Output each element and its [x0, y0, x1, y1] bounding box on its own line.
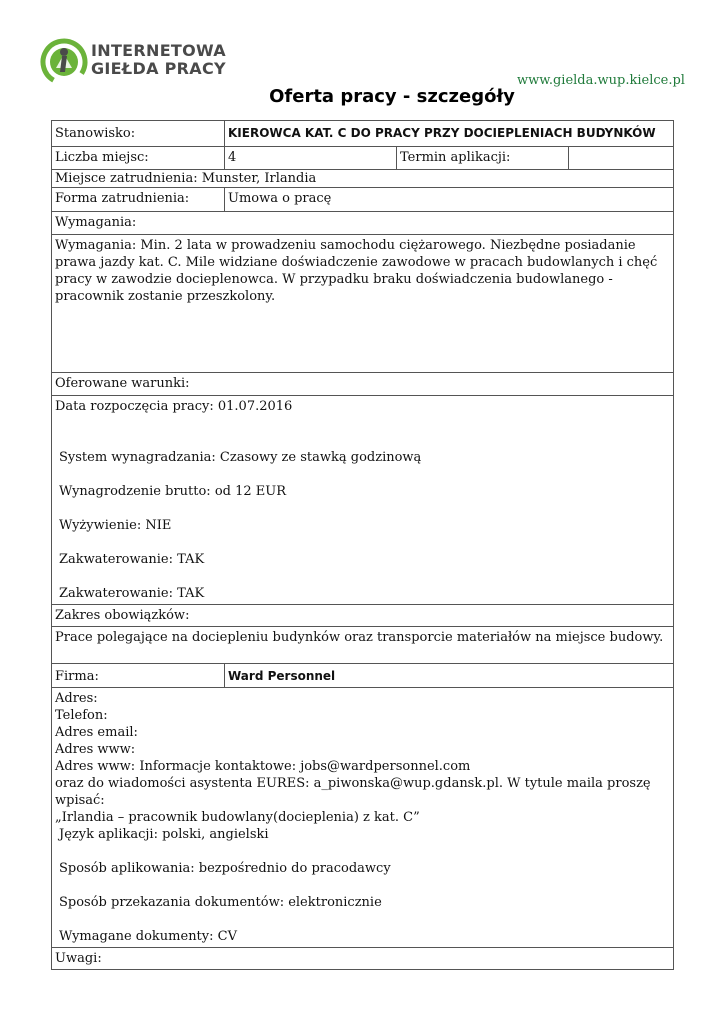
table-row — [52, 396, 674, 605]
employment-value: Umowa o pracę — [225, 188, 674, 212]
docs-required: Wymagane dokumenty: CV — [59, 929, 237, 944]
apply-method: Sposób aplikowania: bezpośrednio do pracodawcy — [59, 861, 391, 876]
contact-www: Adres www: — [55, 742, 136, 757]
start-date: Data rozpoczęcia pracy: 01.07.2016 — [55, 399, 293, 414]
offer-table — [51, 120, 674, 970]
duties-text: Prace polegające na dociepleniu budynków oraz transporcie materiałów na miejsce budowy. — [52, 627, 674, 664]
logo-icon — [40, 38, 88, 86]
table-row — [52, 170, 674, 188]
contact-email: Adres email: — [55, 725, 138, 740]
employment-label: Forma zatrudnienia: — [52, 188, 225, 212]
requirements-label: Wymagania: — [52, 212, 674, 235]
table-row — [52, 627, 674, 664]
table-row — [52, 688, 674, 948]
location: Miejsce zatrudnienia: Munster, Irlandia — [52, 170, 674, 188]
logo-line-1: INTERNETOWA — [91, 41, 226, 60]
logo-text — [91, 42, 226, 78]
count-label: Liczba miejsc: — [52, 147, 225, 170]
docs-method: Sposób przekazania dokumentów: elektronicznie — [59, 895, 382, 910]
notes-label: Uwagi: — [52, 948, 674, 970]
table-row — [52, 664, 674, 688]
table-row — [52, 121, 674, 147]
logo-line-2: GIEŁDA PRACY — [91, 59, 226, 78]
logo — [40, 38, 230, 88]
count-value: 4 — [225, 147, 397, 170]
contact-subject: „Irlandia – pracownik budowlany(docieplenia) z kat. C” — [55, 810, 420, 825]
table-row — [52, 235, 674, 373]
deadline-label: Termin aplikacji: — [397, 147, 569, 170]
application-language: Język aplikacji: polski, angielski — [59, 827, 269, 842]
contact-phone: Telefon: — [55, 708, 108, 723]
duties-label: Zakres obowiązków: — [52, 605, 674, 627]
table-row — [52, 147, 674, 170]
conditions-label: Oferowane warunki: — [52, 373, 674, 396]
housing-1: Zakwaterowanie: TAK — [59, 552, 205, 567]
requirements-text: Wymagania: Min. 2 lata w prowadzeniu samochodu ciężarowego. Niezbędne posiadanie prawa jazdy kat. C. Mile widziane doświadczenie zawodowe w pracach budowlanych i chęć pracy w zawodzie docieplenowca. W przypadku braku doświadczenia budowlanego - pracownik zostanie przeszkolony. — [52, 235, 674, 373]
position-value: KIEROWCA KAT. C DO PRACY PRZY DOCIEPLENIACH BUDYNKÓW — [225, 121, 674, 147]
table-row — [52, 373, 674, 396]
table-row — [52, 188, 674, 212]
pay-system: System wynagradzania: Czasowy ze stawką godzinową — [59, 450, 422, 465]
salary: Wynagrodzenie brutto: od 12 EUR — [59, 484, 287, 499]
conditions-cell — [52, 396, 674, 605]
table-row — [52, 948, 674, 970]
page-title: Oferta pracy - szczegóły — [269, 86, 515, 107]
site-url[interactable]: www.gielda.wup.kielce.pl — [517, 73, 685, 88]
housing-2: Zakwaterowanie: TAK — [59, 586, 205, 601]
contact-cell — [52, 688, 674, 948]
table-row — [52, 212, 674, 235]
contact-www-info: Adres www: Informacje kontaktowe: jobs@wardpersonnel.com — [55, 759, 471, 774]
meals: Wyżywienie: NIE — [59, 518, 172, 533]
table-row — [52, 605, 674, 627]
contact-address: Adres: — [55, 691, 98, 706]
company-value: Ward Personnel — [225, 664, 674, 688]
position-label: Stanowisko: — [52, 121, 225, 147]
deadline-value — [569, 147, 674, 170]
company-label: Firma: — [52, 664, 225, 688]
contact-eures: oraz do wiadomości asystenta EURES: a_piwonska@wup.gdansk.pl. W tytule maila proszę wpisać: — [55, 776, 651, 808]
